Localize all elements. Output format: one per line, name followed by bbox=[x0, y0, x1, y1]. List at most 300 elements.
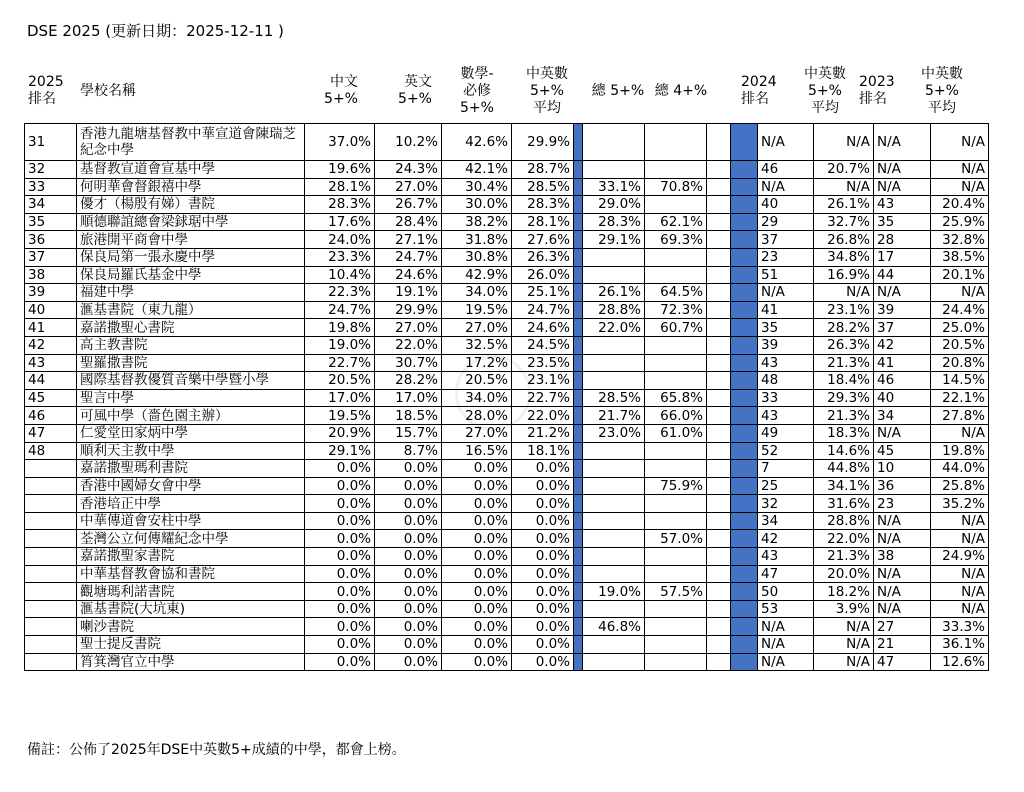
chinese-cell: 0.0% bbox=[305, 653, 375, 671]
cem-average-cell: 25.1% bbox=[512, 284, 574, 302]
table-row bbox=[25, 213, 989, 231]
cem-2024-cell: 18.2% bbox=[814, 583, 874, 601]
math-cell: 31.8% bbox=[442, 231, 512, 249]
header-math bbox=[448, 60, 506, 122]
table-row bbox=[25, 442, 989, 460]
cem-2024-cell: 34.1% bbox=[814, 477, 874, 495]
rank-cell bbox=[25, 512, 77, 530]
cem-2023-cell: 25.9% bbox=[931, 213, 989, 231]
column-separator-bar bbox=[574, 284, 583, 302]
rank-cell: 45 bbox=[25, 389, 77, 407]
header-chinese bbox=[302, 60, 358, 122]
rank-2023-cell: 36 bbox=[874, 477, 931, 495]
cem-average-cell: 0.0% bbox=[512, 600, 574, 618]
cem-2024-cell: 16.9% bbox=[814, 266, 874, 284]
column-separator-bar bbox=[574, 424, 583, 442]
chinese-cell: 0.0% bbox=[305, 460, 375, 478]
column-separator-bar bbox=[731, 284, 758, 302]
cem-2023-cell: N/A bbox=[931, 530, 989, 548]
total-4plus-cell bbox=[645, 512, 707, 530]
column-gap bbox=[707, 424, 731, 442]
school-name-cell: 何明華會督銀禧中學 bbox=[77, 178, 305, 196]
rank-2023-cell: N/A bbox=[874, 178, 931, 196]
cem-2024-cell: N/A bbox=[814, 284, 874, 302]
rank-2023-cell: N/A bbox=[874, 600, 931, 618]
column-gap bbox=[707, 565, 731, 583]
rank-2024-cell: 35 bbox=[758, 319, 814, 337]
school-name-cell: 香港九龍塘基督教中華宣道會陳瑞芝紀念中學 bbox=[77, 124, 305, 161]
table-row bbox=[25, 231, 989, 249]
rank-2023-cell: N/A bbox=[874, 530, 931, 548]
cem-average-cell: 27.6% bbox=[512, 231, 574, 249]
rank-cell: 36 bbox=[25, 231, 77, 249]
cem-2023-cell: 20.8% bbox=[931, 354, 989, 372]
cem-2023-cell: N/A bbox=[931, 512, 989, 530]
column-separator-bar bbox=[731, 231, 758, 249]
chinese-cell: 37.0% bbox=[305, 124, 375, 161]
header-line: 總 4+% bbox=[654, 82, 708, 99]
school-name-cell: 基督教宣道會宣基中學 bbox=[77, 161, 305, 179]
cem-average-cell: 0.0% bbox=[512, 548, 574, 566]
rank-2024-cell: 23 bbox=[758, 248, 814, 266]
total-4plus-cell: 57.0% bbox=[645, 530, 707, 548]
column-separator-bar bbox=[574, 442, 583, 460]
english-cell: 28.4% bbox=[375, 213, 442, 231]
total-5plus-cell bbox=[583, 248, 645, 266]
english-cell: 24.7% bbox=[375, 248, 442, 266]
column-separator-bar bbox=[731, 372, 758, 390]
table-row bbox=[25, 301, 989, 319]
chinese-cell: 17.6% bbox=[305, 213, 375, 231]
cem-2023-cell: 19.8% bbox=[931, 442, 989, 460]
cem-2024-cell: 21.3% bbox=[814, 407, 874, 425]
math-cell: 34.0% bbox=[442, 389, 512, 407]
math-cell: 0.0% bbox=[442, 530, 512, 548]
math-cell: 19.5% bbox=[442, 301, 512, 319]
table-row bbox=[25, 124, 989, 161]
column-gap bbox=[707, 600, 731, 618]
rank-cell bbox=[25, 600, 77, 618]
rank-cell: 31 bbox=[25, 124, 77, 161]
chinese-cell: 23.3% bbox=[305, 248, 375, 266]
header-cem-average bbox=[517, 60, 577, 122]
math-cell: 38.2% bbox=[442, 213, 512, 231]
cem-2024-cell: 32.7% bbox=[814, 213, 874, 231]
total-5plus-cell: 22.0% bbox=[583, 319, 645, 337]
total-4plus-cell: 62.1% bbox=[645, 213, 707, 231]
total-5plus-cell bbox=[583, 636, 645, 654]
cem-2024-cell: 18.3% bbox=[814, 424, 874, 442]
rank-2023-cell: N/A bbox=[874, 583, 931, 601]
cem-2023-cell: 24.4% bbox=[931, 301, 989, 319]
chinese-cell: 20.5% bbox=[305, 372, 375, 390]
school-name-cell: 福建中學 bbox=[77, 284, 305, 302]
math-cell: 20.5% bbox=[442, 372, 512, 390]
cem-2024-cell: 21.3% bbox=[814, 354, 874, 372]
table-row bbox=[25, 653, 989, 671]
rank-2023-cell: 23 bbox=[874, 495, 931, 513]
cem-2024-cell: 28.8% bbox=[814, 512, 874, 530]
column-separator-bar bbox=[731, 248, 758, 266]
rank-cell: 48 bbox=[25, 442, 77, 460]
column-separator-bar bbox=[574, 231, 583, 249]
rank-cell: 34 bbox=[25, 196, 77, 214]
english-cell: 0.0% bbox=[375, 495, 442, 513]
english-cell: 27.0% bbox=[375, 178, 442, 196]
column-gap bbox=[707, 319, 731, 337]
header-line: 學校名稱 bbox=[80, 82, 136, 99]
rank-2023-cell: N/A bbox=[874, 284, 931, 302]
column-separator-bar bbox=[574, 266, 583, 284]
column-gap bbox=[707, 196, 731, 214]
chinese-cell: 0.0% bbox=[305, 618, 375, 636]
total-4plus-cell: 61.0% bbox=[645, 424, 707, 442]
cem-2023-cell: 20.5% bbox=[931, 336, 989, 354]
header-line: 2023 bbox=[859, 74, 895, 90]
total-4plus-cell: 70.8% bbox=[645, 178, 707, 196]
column-gap bbox=[707, 354, 731, 372]
total-5plus-cell: 33.1% bbox=[583, 178, 645, 196]
total-4plus-cell: 64.5% bbox=[645, 284, 707, 302]
column-separator-bar bbox=[731, 495, 758, 513]
cem-2024-cell: 20.7% bbox=[814, 161, 874, 179]
total-5plus-cell bbox=[583, 336, 645, 354]
english-cell: 27.1% bbox=[375, 231, 442, 249]
table-row bbox=[25, 354, 989, 372]
total-5plus-cell bbox=[583, 266, 645, 284]
results-table-body bbox=[25, 124, 989, 671]
school-name-cell: 嘉諾撒聖心書院 bbox=[77, 319, 305, 337]
math-cell: 32.5% bbox=[442, 336, 512, 354]
header-line: 5+% bbox=[808, 82, 842, 99]
rank-2023-cell: 43 bbox=[874, 196, 931, 214]
english-cell: 0.0% bbox=[375, 530, 442, 548]
cem-2024-cell: 14.6% bbox=[814, 442, 874, 460]
school-name-cell: 高主教書院 bbox=[77, 336, 305, 354]
cem-2023-cell: 22.1% bbox=[931, 389, 989, 407]
school-name-cell: 嘉諾撒聖家書院 bbox=[77, 548, 305, 566]
column-separator-bar bbox=[731, 600, 758, 618]
chinese-cell: 19.5% bbox=[305, 407, 375, 425]
cem-average-cell: 28.5% bbox=[512, 178, 574, 196]
rank-cell: 46 bbox=[25, 407, 77, 425]
english-cell: 0.0% bbox=[375, 460, 442, 478]
math-cell: 0.0% bbox=[442, 636, 512, 654]
english-cell: 24.3% bbox=[375, 161, 442, 179]
column-gap bbox=[707, 336, 731, 354]
rank-2023-cell: 38 bbox=[874, 548, 931, 566]
rank-2023-cell: 34 bbox=[874, 407, 931, 425]
cem-2024-cell: N/A bbox=[814, 124, 874, 161]
column-separator-bar bbox=[731, 477, 758, 495]
rank-2023-cell: 47 bbox=[874, 653, 931, 671]
rank-cell: 42 bbox=[25, 336, 77, 354]
rank-2024-cell: 34 bbox=[758, 512, 814, 530]
cem-2024-cell: 34.8% bbox=[814, 248, 874, 266]
cem-2023-cell: N/A bbox=[931, 284, 989, 302]
total-5plus-cell: 29.0% bbox=[583, 196, 645, 214]
rank-2024-cell: 52 bbox=[758, 442, 814, 460]
total-5plus-cell bbox=[583, 495, 645, 513]
header-line: 英文 bbox=[404, 74, 432, 90]
column-separator-bar bbox=[731, 548, 758, 566]
rank-2024-cell: 49 bbox=[758, 424, 814, 442]
math-cell: 0.0% bbox=[442, 600, 512, 618]
english-cell: 8.7% bbox=[375, 442, 442, 460]
english-cell: 17.0% bbox=[375, 389, 442, 407]
column-separator-bar bbox=[574, 301, 583, 319]
math-cell: 30.0% bbox=[442, 196, 512, 214]
total-4plus-cell bbox=[645, 653, 707, 671]
math-cell: 30.4% bbox=[442, 178, 512, 196]
cem-average-cell: 23.1% bbox=[512, 372, 574, 390]
footnote: 備註：公佈了2025年DSE中英數5+成績的中學，都會上榜。 bbox=[27, 742, 406, 758]
header-school-name bbox=[80, 60, 280, 122]
rank-2023-cell: 37 bbox=[874, 319, 931, 337]
cem-2023-cell: N/A bbox=[931, 124, 989, 161]
rank-2024-cell: N/A bbox=[758, 178, 814, 196]
header-line: 平均 bbox=[533, 99, 561, 116]
column-separator-bar bbox=[731, 442, 758, 460]
english-cell: 26.7% bbox=[375, 196, 442, 214]
column-separator-bar bbox=[731, 407, 758, 425]
column-separator-bar bbox=[731, 653, 758, 671]
chinese-cell: 19.8% bbox=[305, 319, 375, 337]
column-gap bbox=[707, 653, 731, 671]
cem-2023-cell: N/A bbox=[931, 178, 989, 196]
cem-average-cell: 28.3% bbox=[512, 196, 574, 214]
math-cell: 0.0% bbox=[442, 565, 512, 583]
total-5plus-cell: 19.0% bbox=[583, 583, 645, 601]
column-separator-bar bbox=[731, 124, 758, 161]
column-separator-bar bbox=[731, 618, 758, 636]
school-name-cell: 滙基書院（東九龍） bbox=[77, 301, 305, 319]
header-english bbox=[372, 60, 432, 122]
rank-2023-cell: N/A bbox=[874, 512, 931, 530]
cem-2023-cell: 27.8% bbox=[931, 407, 989, 425]
cem-average-cell: 26.3% bbox=[512, 248, 574, 266]
header-rank-2024 bbox=[741, 60, 791, 122]
math-cell: 42.1% bbox=[442, 161, 512, 179]
column-separator-bar bbox=[731, 424, 758, 442]
cem-2023-cell: 32.8% bbox=[931, 231, 989, 249]
cem-average-cell: 0.0% bbox=[512, 477, 574, 495]
english-cell: 28.2% bbox=[375, 372, 442, 390]
math-cell: 30.8% bbox=[442, 248, 512, 266]
school-name-cell: 嘉諾撒聖瑪利書院 bbox=[77, 460, 305, 478]
chinese-cell: 22.7% bbox=[305, 354, 375, 372]
table-row bbox=[25, 636, 989, 654]
cem-average-cell: 0.0% bbox=[512, 618, 574, 636]
cem-2024-cell: N/A bbox=[814, 653, 874, 671]
rank-cell: 37 bbox=[25, 248, 77, 266]
header-line: 總 5+% bbox=[591, 82, 645, 99]
school-name-cell: 順利天主教中學 bbox=[77, 442, 305, 460]
column-separator-bar bbox=[574, 389, 583, 407]
total-4plus-cell bbox=[645, 600, 707, 618]
column-separator-bar bbox=[731, 460, 758, 478]
table-row bbox=[25, 565, 989, 583]
cem-2024-cell: 3.9% bbox=[814, 600, 874, 618]
english-cell: 30.7% bbox=[375, 354, 442, 372]
rank-2024-cell: N/A bbox=[758, 124, 814, 161]
header-total-5plus bbox=[588, 60, 648, 122]
column-gap bbox=[707, 636, 731, 654]
cem-2023-cell: 38.5% bbox=[931, 248, 989, 266]
column-gap bbox=[707, 124, 731, 161]
chinese-cell: 19.0% bbox=[305, 336, 375, 354]
cem-2024-cell: 23.1% bbox=[814, 301, 874, 319]
column-separator-bar bbox=[731, 161, 758, 179]
cem-2024-cell: 29.3% bbox=[814, 389, 874, 407]
rank-2024-cell: 25 bbox=[758, 477, 814, 495]
column-gap bbox=[707, 266, 731, 284]
column-gap bbox=[707, 301, 731, 319]
column-separator-bar bbox=[574, 372, 583, 390]
column-separator-bar bbox=[574, 512, 583, 530]
school-name-cell: 國際基督教優質音樂中學暨小學 bbox=[77, 372, 305, 390]
total-5plus-cell: 28.5% bbox=[583, 389, 645, 407]
total-4plus-cell bbox=[645, 372, 707, 390]
column-gap bbox=[707, 161, 731, 179]
cem-2023-cell: N/A bbox=[931, 565, 989, 583]
cem-2024-cell: N/A bbox=[814, 178, 874, 196]
column-gap bbox=[707, 477, 731, 495]
column-gap bbox=[707, 389, 731, 407]
header-line: 中英數 bbox=[526, 65, 568, 82]
column-gap bbox=[707, 583, 731, 601]
rank-cell: 39 bbox=[25, 284, 77, 302]
school-name-cell: 喇沙書院 bbox=[77, 618, 305, 636]
table-row bbox=[25, 389, 989, 407]
math-cell: 0.0% bbox=[442, 512, 512, 530]
table-row bbox=[25, 530, 989, 548]
english-cell: 29.9% bbox=[375, 301, 442, 319]
rank-2024-cell: N/A bbox=[758, 618, 814, 636]
total-5plus-cell bbox=[583, 653, 645, 671]
header-total-4plus bbox=[650, 60, 712, 122]
cem-2024-cell: 22.0% bbox=[814, 530, 874, 548]
total-5plus-cell bbox=[583, 460, 645, 478]
total-4plus-cell bbox=[645, 495, 707, 513]
total-5plus-cell: 23.0% bbox=[583, 424, 645, 442]
column-separator-bar bbox=[731, 301, 758, 319]
header-line: 5+% bbox=[324, 91, 358, 107]
header-line: 5+% bbox=[398, 91, 432, 107]
column-gap bbox=[707, 442, 731, 460]
school-name-cell: 筲箕灣官立中學 bbox=[77, 653, 305, 671]
total-5plus-cell: 26.1% bbox=[583, 284, 645, 302]
table-row bbox=[25, 460, 989, 478]
total-5plus-cell bbox=[583, 512, 645, 530]
cem-average-cell: 18.1% bbox=[512, 442, 574, 460]
cem-2024-cell: N/A bbox=[814, 636, 874, 654]
rank-cell: 35 bbox=[25, 213, 77, 231]
rank-2023-cell: 27 bbox=[874, 618, 931, 636]
chinese-cell: 22.3% bbox=[305, 284, 375, 302]
column-separator-bar bbox=[731, 512, 758, 530]
math-cell: 0.0% bbox=[442, 653, 512, 671]
column-gap bbox=[707, 618, 731, 636]
column-gap bbox=[707, 178, 731, 196]
column-separator-bar bbox=[574, 636, 583, 654]
rank-2023-cell: 42 bbox=[874, 336, 931, 354]
cem-2023-cell: 44.0% bbox=[931, 460, 989, 478]
cem-2023-cell: 20.1% bbox=[931, 266, 989, 284]
chinese-cell: 0.0% bbox=[305, 565, 375, 583]
english-cell: 0.0% bbox=[375, 565, 442, 583]
total-4plus-cell bbox=[645, 266, 707, 284]
english-cell: 10.2% bbox=[375, 124, 442, 161]
total-4plus-cell: 72.3% bbox=[645, 301, 707, 319]
column-separator-bar bbox=[574, 248, 583, 266]
document-title: DSE 2025 (更新日期：2025-12-11 ) bbox=[27, 22, 284, 40]
column-separator-bar bbox=[574, 548, 583, 566]
rank-cell bbox=[25, 548, 77, 566]
chinese-cell: 20.9% bbox=[305, 424, 375, 442]
table-row bbox=[25, 583, 989, 601]
rank-cell bbox=[25, 583, 77, 601]
column-separator-bar bbox=[731, 389, 758, 407]
total-5plus-cell bbox=[583, 565, 645, 583]
total-5plus-cell bbox=[583, 372, 645, 390]
column-separator-bar bbox=[574, 495, 583, 513]
cem-2024-cell: 26.8% bbox=[814, 231, 874, 249]
rank-2024-cell: 33 bbox=[758, 389, 814, 407]
total-5plus-cell: 46.8% bbox=[583, 618, 645, 636]
header-line: 5+% bbox=[925, 82, 959, 99]
chinese-cell: 0.0% bbox=[305, 583, 375, 601]
english-cell: 22.0% bbox=[375, 336, 442, 354]
cem-average-cell: 0.0% bbox=[512, 512, 574, 530]
cem-2024-cell: N/A bbox=[814, 618, 874, 636]
column-separator-bar bbox=[574, 124, 583, 161]
math-cell: 0.0% bbox=[442, 548, 512, 566]
table-row bbox=[25, 319, 989, 337]
column-separator-bar bbox=[574, 460, 583, 478]
rank-cell: 40 bbox=[25, 301, 77, 319]
rank-2023-cell: 45 bbox=[874, 442, 931, 460]
column-gap bbox=[707, 495, 731, 513]
rank-2023-cell: 10 bbox=[874, 460, 931, 478]
chinese-cell: 0.0% bbox=[305, 600, 375, 618]
cem-average-cell: 0.0% bbox=[512, 460, 574, 478]
english-cell: 0.0% bbox=[375, 653, 442, 671]
cem-2024-cell: 26.1% bbox=[814, 196, 874, 214]
english-cell: 0.0% bbox=[375, 512, 442, 530]
cem-2023-cell: 35.2% bbox=[931, 495, 989, 513]
rank-2024-cell: 47 bbox=[758, 565, 814, 583]
header-line: 中英數 bbox=[804, 65, 846, 82]
cem-average-cell: 0.0% bbox=[512, 495, 574, 513]
table-row bbox=[25, 266, 989, 284]
cem-average-cell: 0.0% bbox=[512, 653, 574, 671]
column-separator-bar bbox=[574, 213, 583, 231]
total-5plus-cell bbox=[583, 477, 645, 495]
column-gap bbox=[707, 284, 731, 302]
chinese-cell: 19.6% bbox=[305, 161, 375, 179]
column-separator-bar bbox=[731, 196, 758, 214]
rank-2024-cell: 40 bbox=[758, 196, 814, 214]
column-separator-bar bbox=[574, 477, 583, 495]
column-separator-bar bbox=[731, 336, 758, 354]
chinese-cell: 24.7% bbox=[305, 301, 375, 319]
rank-2024-cell: 43 bbox=[758, 354, 814, 372]
cem-2023-cell: N/A bbox=[931, 583, 989, 601]
cem-2023-cell: 36.1% bbox=[931, 636, 989, 654]
table-row bbox=[25, 407, 989, 425]
total-4plus-cell: 60.7% bbox=[645, 319, 707, 337]
